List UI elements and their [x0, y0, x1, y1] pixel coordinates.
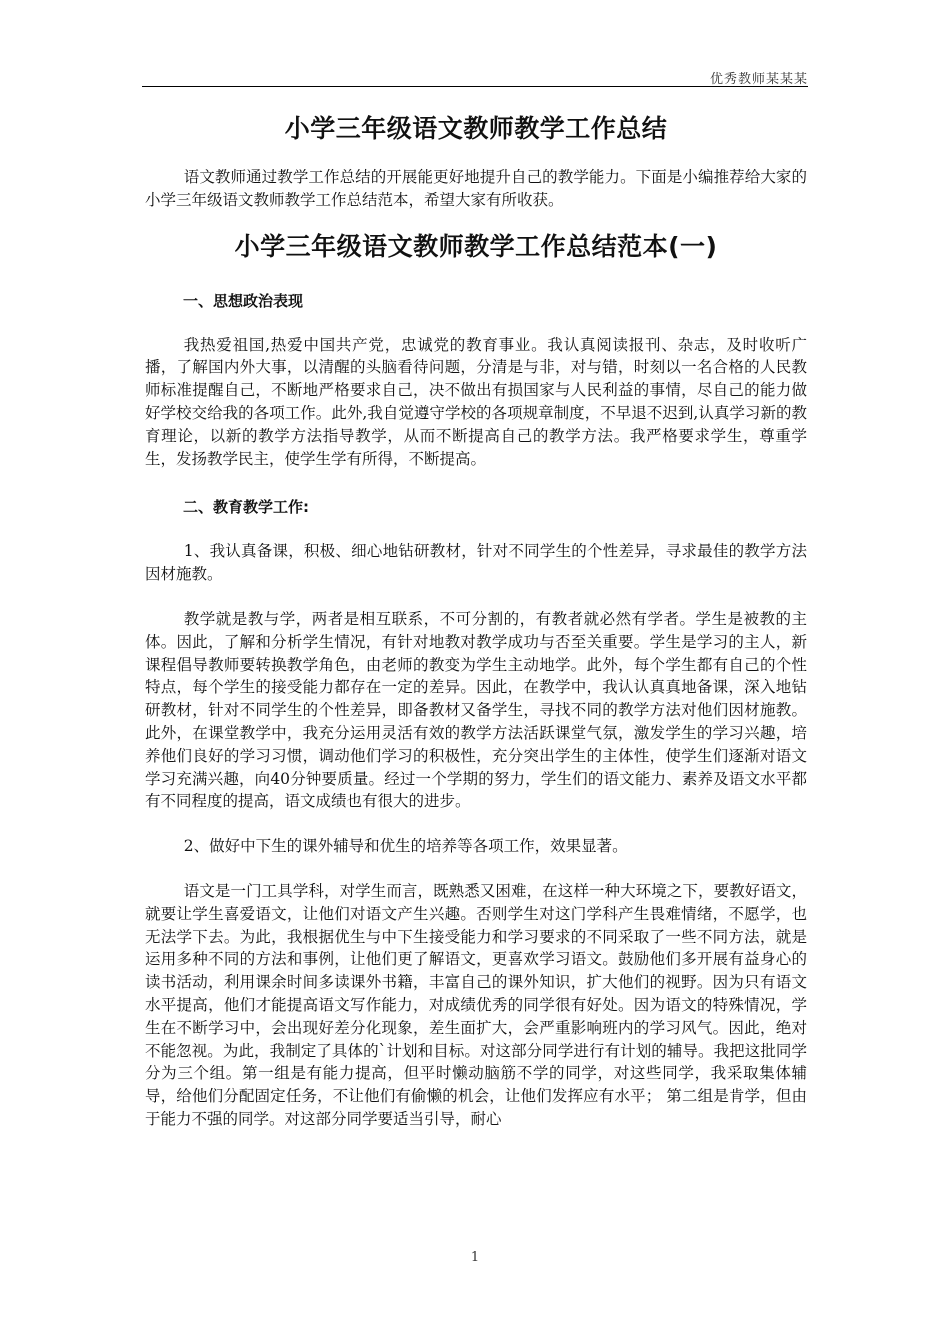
page-number: 1	[470, 1250, 480, 1265]
paragraph-political: 我热爱祖国,热爱中国共产党，忠诚党的教育事业。我认真阅读报刊、杂志，及时收听广播，了解国内外大事，以清醒的头脑看待问题，分清是与非，对与错，时刻以一名合格的人民教师标准提醒自己，不断地严格要求自己，决不做出有损国家与人民利益的事情，尽自己的能力做好学校交给我的各项工作。此外,我自觉遵守学校的各项规章制度，不早退不迟到,认真学习新的教育理论，以新的教学方法指导教学，从而不断提高自己的教学方法。我严格要求学生，尊重学生，发扬教学民主，使学生学有所得，不断提高。	[145, 335, 807, 468]
document-body	[145, 112, 807, 1131]
document-title: 小学三年级语文教师教学工作总结	[284, 114, 668, 143]
paragraph-tutoring-detail: 语文是一门工具学科，对学生而言，既熟悉又困难，在这样一种大环境之下，要教好语文，就要让学生喜爱语文，让他们对语文产生兴趣。否则学生对这门学科产生畏难情绪，不愿学，也无法学下去。为此，我根据优生与中下生接受能力和学习要求的不同采取了一些不同方法，就是运用多种不同的方法和事例，让他们更了解语文，更喜欢学习语文。鼓励他们多开展有益身心的读书活动，利用课余时间多读课外书籍，丰富自己的课外知识，扩大他们的视野。因为只有语文水平提高，他们才能提高语文写作能力，对成绩优秀的同学很有好处。因为语文的特殊情况，学生在不断学习中，会出现好差分化现象，差生面扩大，会严重影响班内的学习风气。因此，绝对不能忽视。为此，我制定了具体的`计划和目标。对这部分同学进行有计划的辅导。我把这批同学分为三个组。第一组是有能力提高，但平时懒动脑筋不学的同学，对这些同学，我采取集体辅导，给他们分配固定任务，不让他们有偷懒的机会，让他们发挥应有水平； 第二组是肯学，但由于能力不强的同学。对这部分同学要适当引导，耐心	[145, 881, 807, 1128]
paragraph-lesson-prep: 1、我认真备课，积极、细心地钻研教材，针对不同学生的个性差异，寻求最佳的教学方法因材施教。	[145, 542, 807, 584]
page-header-author: 优秀教师某某某	[709, 72, 808, 87]
section-title: 小学三年级语文教师教学工作总结范本(一)	[234, 231, 718, 261]
intro-paragraph: 语文教师通过教学工作总结的开展能更好地提升自己的教学能力。下面是小编推荐给大家的小学三年级语文教师教学工作总结范本，希望大家有所收获。	[145, 168, 807, 209]
header-divider	[142, 86, 808, 87]
paragraph-tutoring-point: 2、做好中下生的课外辅导和优生的培养等各项工作，效果显著。	[183, 837, 628, 856]
paragraph-teaching-method: 教学就是教与学，两者是相互联系，不可分割的，有教者就必然有学者。学生是被教的主体。因此，了解和分析学生情况，有针对地教对教学成功与否至关重要。学生是学习的主人，新课程倡导教师要转换教学角色，由老师的教变为学生主动地学。此外，每个学生都有自己的个性特点，每个学生的接受能力都存在一定的差异。因此，在教学中，我认认真真地备课，深入地钻研教材，针对不同学生的个性差异，即备教材又备学生，寻找不同的教学方法对他们因材施教。此外，在课堂教学中，我充分运用灵活有效的教学方法活跃课堂气氛，激发学生的学习兴趣，培养他们良好的学习习惯，调动他们学习的积极性，充分突出学生的主体性，使学生们逐渐对语文学习充满兴趣，向40分钟要质量。经过一个学期的努力，学生们的语文能力、素养及语文水平都有不同程度的提高，语文成绩也有很大的进步。	[145, 609, 807, 811]
heading-teaching: 二、教育教学工作:	[183, 498, 309, 517]
heading-political: 一、思想政治表现	[183, 291, 304, 310]
